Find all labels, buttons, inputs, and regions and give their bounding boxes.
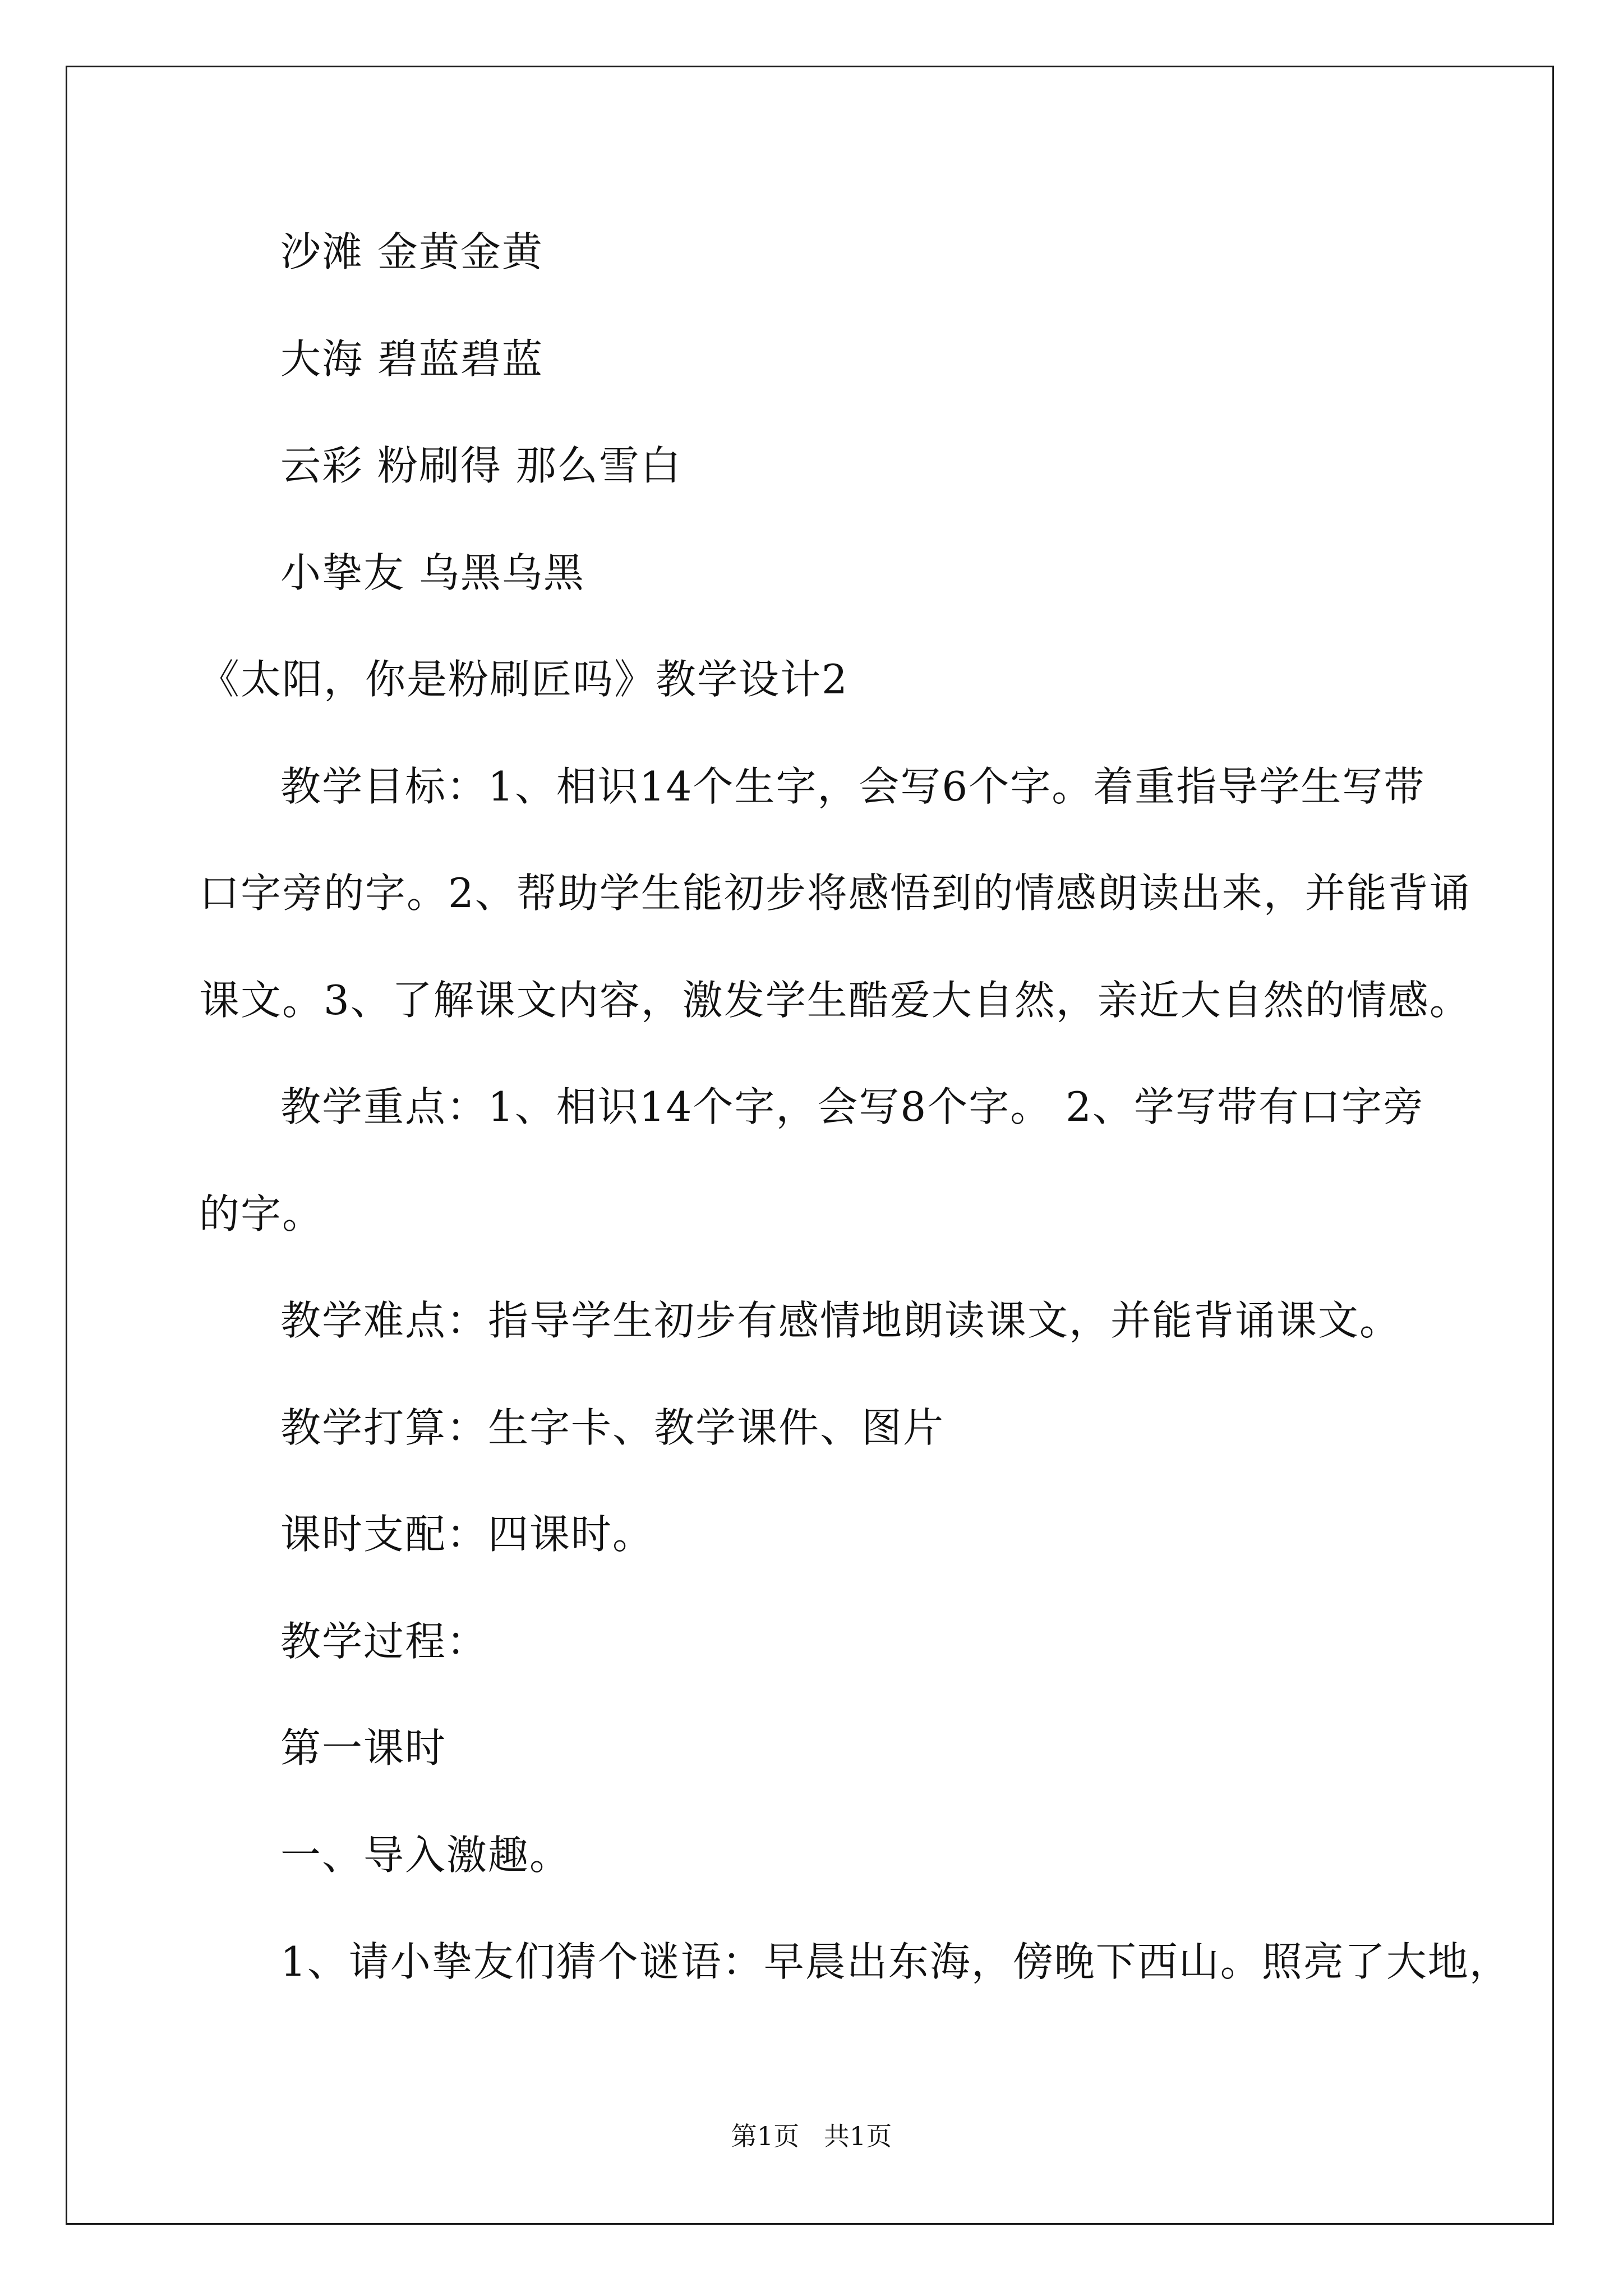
teaching-preparation: 教学打算：生字卡、教学课件、图片 <box>280 1404 945 1451</box>
teaching-goals-line-3: 课文。3、了解课文内容，激发学生酷爱大自然，亲近大自然的情感。 <box>199 977 1471 1024</box>
riddle-line: 1、请小挚友们猜个谜语：早晨出东海，傍晚下西山。照亮了大地， <box>280 1938 1511 1985</box>
teaching-goals-line-1: 教学目标：1、相识14个生字，会写6个字。着重指导学生写带 <box>280 763 1426 810</box>
poem-line-sea: 大海 碧蓝碧蓝 <box>280 335 543 383</box>
poem-line-clouds: 云彩 粉刷得 那么雪白 <box>280 442 682 489</box>
step-one-heading: 一、导入激趣。 <box>280 1832 571 1879</box>
teaching-goals-line-2: 口字旁的字。2、帮助学生能初步将感悟到的情感朗读出来，并能背诵 <box>199 869 1471 917</box>
poem-line-friend: 小挚友 乌黑乌黑 <box>280 549 585 596</box>
page-footer: 第1页 共1页 <box>731 2121 892 2151</box>
class-schedule: 课时支配：四课时。 <box>280 1511 654 1558</box>
teaching-difficulty: 教学难点：指导学生初步有感情地朗读课文，并能背诵课文。 <box>280 1297 1401 1344</box>
process-heading: 教学过程： <box>280 1618 488 1665</box>
page-border <box>66 66 1554 2225</box>
lesson-one-heading: 第一课时 <box>280 1724 447 1772</box>
key-points-line-2: 的字。 <box>199 1190 324 1237</box>
poem-line-beach: 沙滩 金黄金黄 <box>280 228 543 275</box>
section-title: 《太阳，你是粉刷匠吗》教学设计2 <box>199 656 849 703</box>
key-points-line-1: 教学重点：1、相识14个字，会写8个字。 2、学写带有口字旁 <box>280 1083 1424 1130</box>
